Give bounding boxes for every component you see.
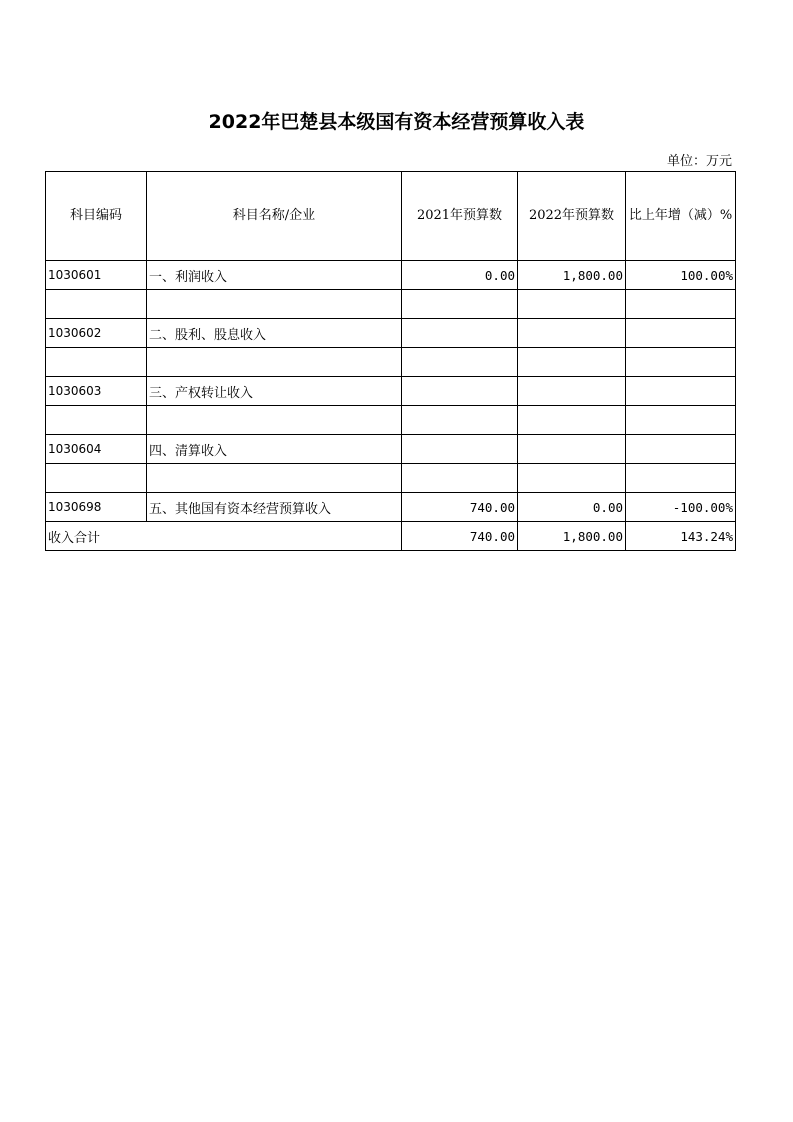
cell-change: 100.00% xyxy=(626,261,736,290)
cell-change xyxy=(626,319,736,348)
cell-2022: 0.00 xyxy=(518,493,626,522)
table-row xyxy=(46,406,736,435)
revenue-table xyxy=(45,171,736,551)
total-2021: 740.00 xyxy=(402,522,518,551)
cell-code xyxy=(46,406,147,435)
cell-code xyxy=(46,290,147,319)
cell-code: 1030601 xyxy=(46,261,147,290)
header-name: 科目名称/企业 xyxy=(147,172,402,261)
header-2022: 2022年预算数 xyxy=(518,172,626,261)
cell-2022 xyxy=(518,319,626,348)
cell-code: 1030603 xyxy=(46,377,147,406)
total-change: 143.24% xyxy=(626,522,736,551)
header-code: 科目编码 xyxy=(46,172,147,261)
cell-2021: 0.00 xyxy=(402,261,518,290)
cell-name: 二、股利、股息收入 xyxy=(147,319,402,348)
cell-2021 xyxy=(402,319,518,348)
cell-change: -100.00% xyxy=(626,493,736,522)
cell-change xyxy=(626,348,736,377)
cell-change xyxy=(626,290,736,319)
table-row xyxy=(46,319,736,348)
table-row xyxy=(46,261,736,290)
cell-2021 xyxy=(402,290,518,319)
cell-2022 xyxy=(518,435,626,464)
cell-name xyxy=(147,406,402,435)
cell-name: 四、清算收入 xyxy=(147,435,402,464)
cell-2021 xyxy=(402,435,518,464)
cell-code: 1030604 xyxy=(46,435,147,464)
cell-2021: 740.00 xyxy=(402,493,518,522)
page-title: 2022年巴楚县本级国有资本经营预算收入表 xyxy=(208,111,585,133)
cell-change xyxy=(626,406,736,435)
table-header-row xyxy=(46,172,736,261)
total-2022: 1,800.00 xyxy=(518,522,626,551)
table-row xyxy=(46,464,736,493)
table-row xyxy=(46,435,736,464)
cell-2022 xyxy=(518,464,626,493)
cell-code: 1030602 xyxy=(46,319,147,348)
cell-change xyxy=(626,464,736,493)
cell-2021 xyxy=(402,377,518,406)
total-row xyxy=(46,522,736,551)
table-row xyxy=(46,377,736,406)
cell-2021 xyxy=(402,406,518,435)
cell-code xyxy=(46,464,147,493)
header-2021: 2021年预算数 xyxy=(402,172,518,261)
header-change: 比上年增（减）% xyxy=(626,172,736,261)
cell-change xyxy=(626,377,736,406)
cell-name: 三、产权转让收入 xyxy=(147,377,402,406)
cell-change xyxy=(626,435,736,464)
cell-2022 xyxy=(518,290,626,319)
unit-label: 单位：万元 xyxy=(666,154,732,169)
cell-2022 xyxy=(518,406,626,435)
cell-2021 xyxy=(402,464,518,493)
cell-2022 xyxy=(518,348,626,377)
cell-2021 xyxy=(402,348,518,377)
cell-name xyxy=(147,290,402,319)
cell-name xyxy=(147,464,402,493)
cell-name: 五、其他国有资本经营预算收入 xyxy=(147,493,402,522)
cell-code xyxy=(46,348,147,377)
cell-code: 1030698 xyxy=(46,493,147,522)
total-label: 收入合计 xyxy=(46,522,402,551)
table-row xyxy=(46,290,736,319)
table-row xyxy=(46,493,736,522)
cell-2022 xyxy=(518,377,626,406)
table-row xyxy=(46,348,736,377)
cell-name: 一、利润收入 xyxy=(147,261,402,290)
cell-name xyxy=(147,348,402,377)
cell-2022: 1,800.00 xyxy=(518,261,626,290)
